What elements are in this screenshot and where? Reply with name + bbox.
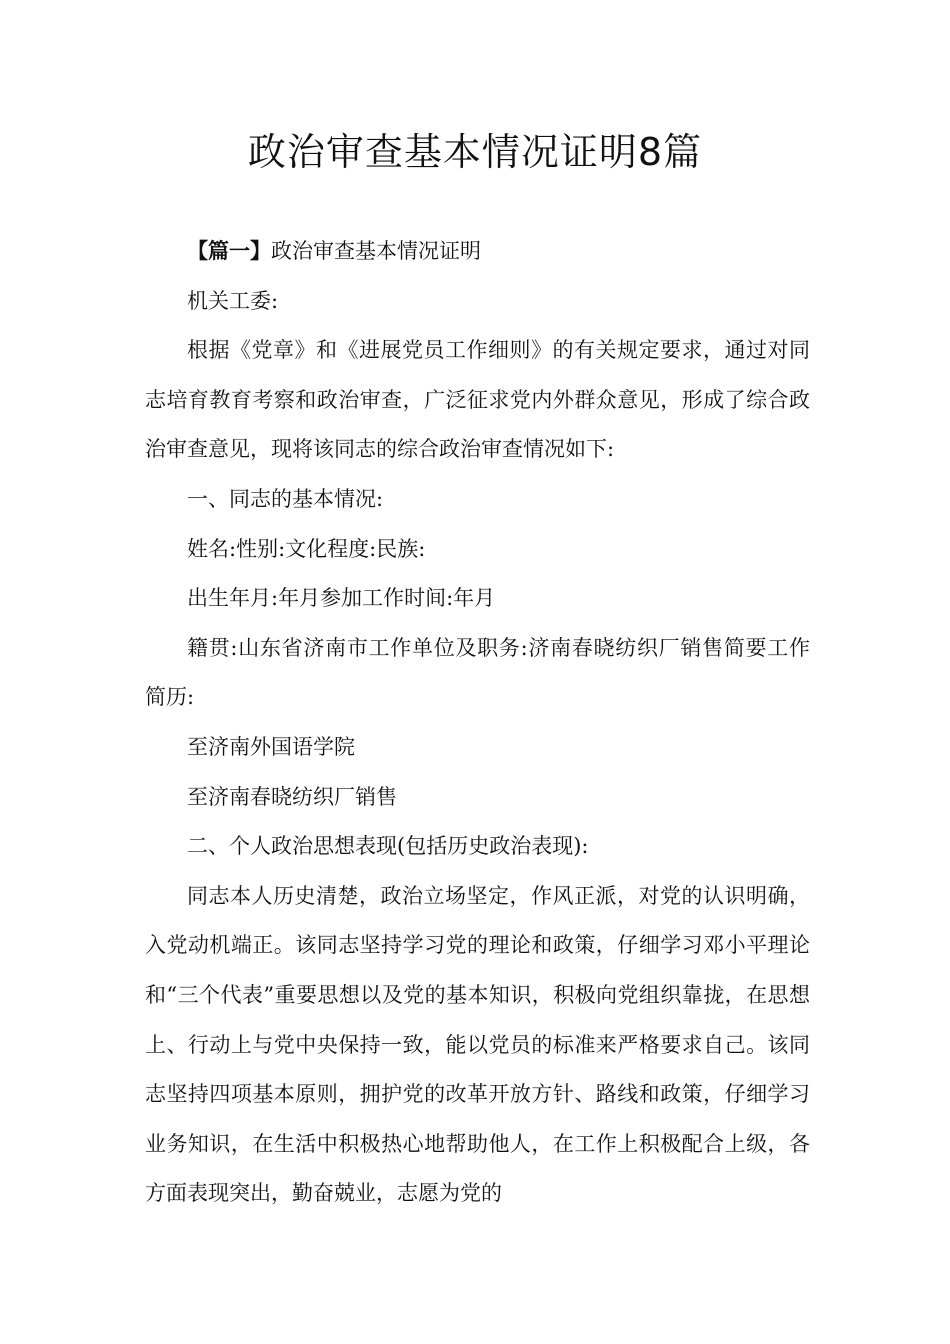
- paragraph-basic-info-heading: 一、同志的基本情况:: [187, 486, 384, 511]
- paragraph-political-body: 同志本人历史清楚，政治立场坚定，作风正派，对党的认识明确，入党动机端正。该同志坚持学习党的理论和政策，仔细学习邓小平理论和“三个代表”重要思想以及党的基本知识，积极向党组织靠拢，在思想上、行动上与党中央保持一致，能以党员的标准来严格要求自己。该同志坚持四项基本原则，拥护党的改革开放方针、路线和政策，仔细学习业务知识，在生活中积极热心地帮助他人，在工作上积极配合上级，各方面表现突出，勤奋兢业，志愿为党的: [145, 883, 810, 1206]
- paragraph-intro: 根据《党章》和《进展党员工作细则》的有关规定要求，通过对同志培育教育考察和政治审查，广泛征求党内外群众意见，形成了综合政治审查意见，现将该同志的综合政治审查情况如下:: [145, 338, 810, 462]
- paragraph-resume-item: 至济南春晓纺织厂销售: [187, 784, 397, 809]
- paragraph-name-line: 姓名:性别:文化程度:民族:: [187, 536, 426, 561]
- paragraph-addressee: 机关工委:: [187, 288, 279, 313]
- paragraph-origin-line: 籍贯:山东省济南市工作单位及职务:济南春晓纺织厂销售简要工作简历:: [145, 635, 810, 710]
- section-heading: [145, 226, 810, 277]
- section-heading-bracket: 【篇一】: [187, 238, 271, 263]
- paragraph-resume-item: 至济南外国语学院: [187, 734, 355, 759]
- document-title: 政治审查基本情况证明8篇: [247, 130, 703, 174]
- document-body: [145, 226, 810, 1219]
- section-heading-text: 政治审查基本情况证明: [271, 239, 481, 263]
- paragraph-birth-line: 出生年月:年月参加工作时间:年月: [187, 586, 496, 611]
- paragraph-political-heading: 二、个人政治思想表现(包括历史政治表现):: [187, 834, 589, 859]
